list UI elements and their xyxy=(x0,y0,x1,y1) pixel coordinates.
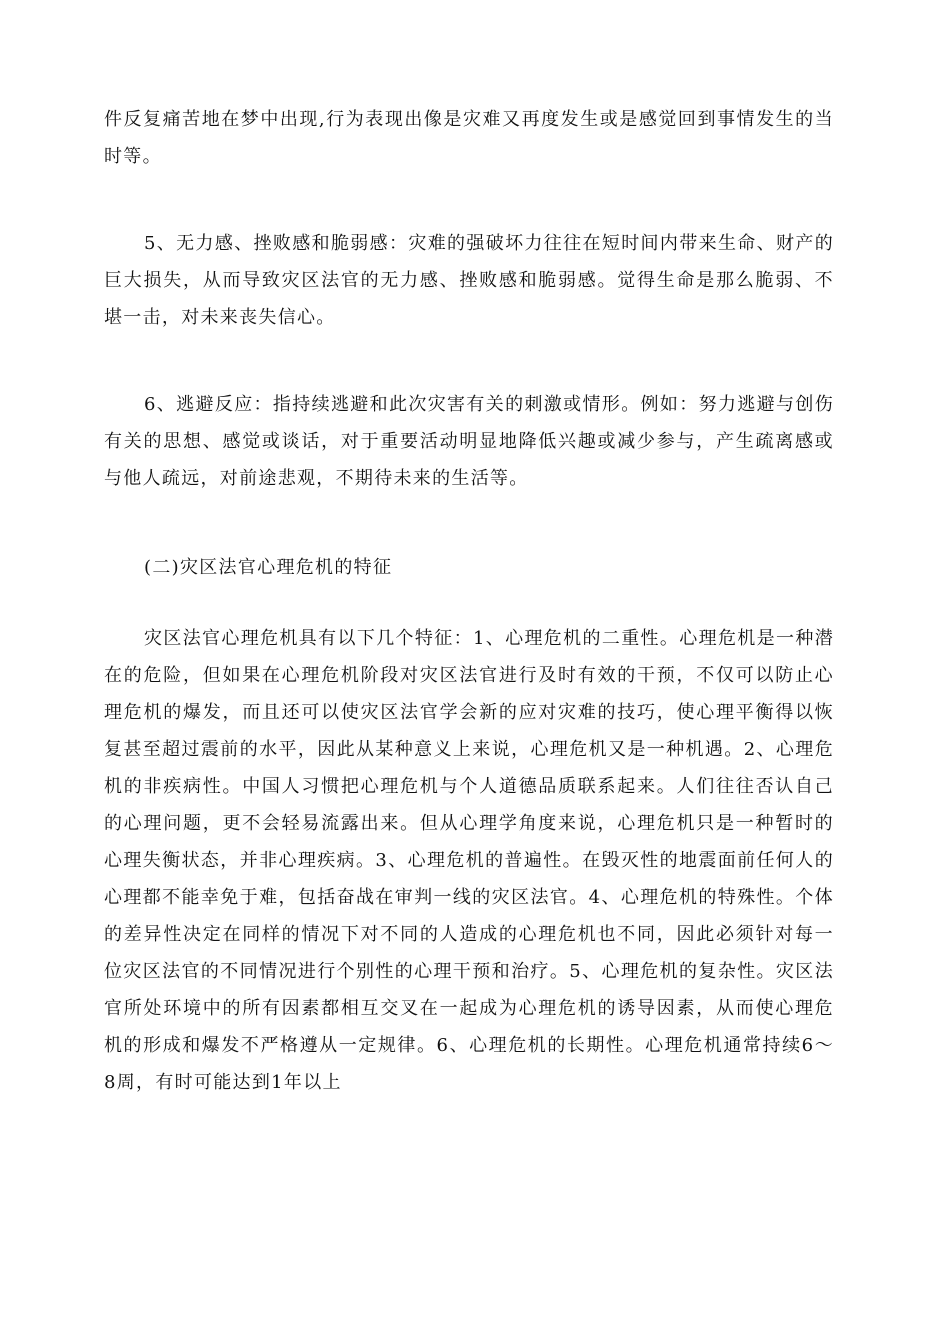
paragraph-crisis-features: 灾区法官心理危机具有以下几个特征：1、心理危机的二重性。心理危机是一种潜在的危险，但如果在心理危机阶段对灾区法官进行及时有效的干预，不仅可以防止心理危机的爆发，而且还可以使灾区法官学会新的应对灾难的技巧，使心理平衡得以恢复甚至超过震前的水平，因此从某种意义上来说，心理危机又是一种机遇。2、心理危机的非疾病性。中国人习惯把心理危机与个人道德品质联系起来。人们往往否认自己的心理问题，更不会轻易流露出来。但从心理学角度来说，心理危机只是一种暂时的心理失衡状态，并非心理疾病。3、心理危机的普遍性。在毁灭性的地震面前任何人的心理都不能幸免于难，包括奋战在审判一线的灾区法官。4、心理危机的特殊性。个体的差异性决定在同样的情况下对不同的人造成的心理危机也不同，因此必须针对每一位灾区法官的不同情况进行个别性的心理干预和治疗。5、心理危机的复杂性。灾区法官所处环境中的所有因素都相互交叉在一起成为心理危机的诱导因素，从而使心理危机的形成和爆发不严格遵从一定规律。6、心理危机的长期性。心理危机通常持续6～8周，有时可能达到1年以上 xyxy=(104,628,834,1093)
paragraph-continuation: 件反复痛苦地在梦中出现,行为表现出像是灾难又再度发生或是感觉回到事情发生的当时等。 xyxy=(104,109,834,167)
paragraph-avoidance: 6、逃避反应：指持续逃避和此次灾害有关的刺激或情形。例如：努力逃避与创伤有关的思想、感觉或谈话，对于重要活动明显地降低兴趣或减少参与，产生疏离感或与他人疏远，对前途悲观，不期待未来的生活等。 xyxy=(104,394,834,489)
section-heading: (二)灾区法官心理危机的特征 xyxy=(144,557,393,578)
paragraph-helplessness: 5、无力感、挫败感和脆弱感：灾难的强破坏力往往在短时间内带来生命、财产的巨大损失，从而导致灾区法官的无力感、挫败感和脆弱感。觉得生命是那么脆弱、不堪一击，对未来丧失信心。 xyxy=(104,233,834,328)
